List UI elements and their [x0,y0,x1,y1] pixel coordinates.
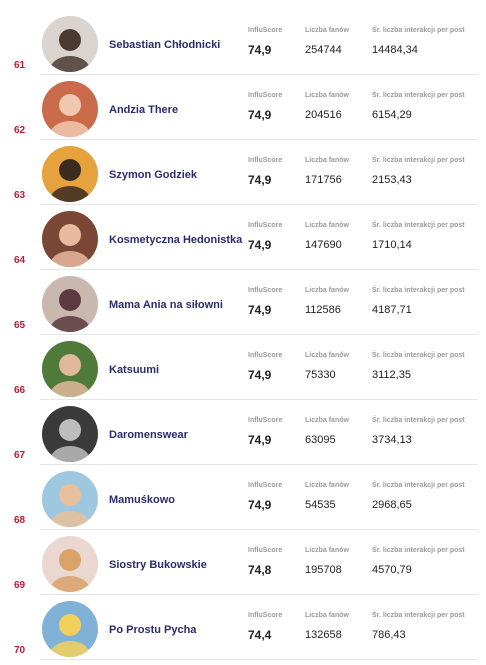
influencer-name[interactable]: Katsuumi [109,364,160,376]
influencer-name[interactable]: Kosmetyczna Hedonistka [109,234,243,246]
avatar-photo-icon [42,81,98,137]
avatar-photo-icon [42,276,98,332]
interactions-value: 14484,34 [372,44,418,56]
influscore-label: InfluScore [248,27,283,34]
interactions-label: Śr. liczba interakcji per post [372,157,465,164]
influscore-label: InfluScore [248,222,283,229]
ranking-row[interactable] [0,205,486,270]
ranking-row[interactable] [0,335,486,400]
avatar-photo-icon [42,16,98,72]
avatar-photo-icon [42,341,98,397]
rank-number: 63 [14,190,26,201]
avatar[interactable] [42,276,98,332]
influencer-name[interactable]: Andzia There [109,104,179,116]
interactions-value: 2153,43 [372,174,412,186]
rank-number: 61 [14,60,26,71]
ranking-row[interactable] [0,465,486,530]
fans-label: Liczba fanów [305,352,349,359]
influencer-name[interactable]: Mama Ania na siłowni [109,299,223,311]
avatar-photo-icon [42,406,98,462]
influscore-value: 74,8 [248,563,272,577]
avatar[interactable] [42,16,98,72]
rank-number: 62 [14,125,26,136]
avatar-photo-icon [42,601,98,657]
fans-label: Liczba fanów [305,222,349,229]
interactions-label: Śr. liczba interakcji per post [372,547,465,554]
rank-number: 67 [14,450,26,461]
avatar-photo-icon [42,211,98,267]
interactions-label: Śr. liczba interakcji per post [372,482,465,489]
ranking-list [0,10,486,660]
fans-value: 54535 [305,499,336,511]
influscore-label: InfluScore [248,92,283,99]
fans-label: Liczba fanów [305,157,349,164]
fans-value: 112586 [305,304,341,316]
ranking-row[interactable] [0,140,486,205]
fans-label: Liczba fanów [305,287,349,294]
interactions-value: 1710,14 [372,239,412,251]
influencer-name[interactable]: Daromenswear [109,429,188,441]
ranking-row[interactable] [0,75,486,140]
interactions-label: Śr. liczba interakcji per post [372,92,465,99]
influencer-name[interactable]: Sebastian Chłodnicki [109,39,221,51]
rank-number: 66 [14,385,26,396]
ranking-row[interactable] [0,270,486,335]
fans-value: 63095 [305,434,336,446]
influscore-value: 74,9 [248,498,272,512]
interactions-value: 3734,13 [372,434,412,446]
fans-label: Liczba fanów [305,482,349,489]
influencer-name[interactable]: Mamuśkowo [109,494,176,506]
avatar[interactable] [42,341,98,397]
influscore-label: InfluScore [248,352,283,359]
avatar-photo-icon [42,471,98,527]
rank-number: 65 [14,320,26,331]
fans-value: 171756 [305,174,342,186]
avatar-photo-icon [42,146,98,202]
fans-value: 147690 [305,239,342,251]
influscore-value: 74,9 [248,238,272,252]
influscore-value: 74,4 [248,628,272,642]
interactions-label: Śr. liczba interakcji per post [372,287,465,294]
avatar[interactable] [42,536,98,592]
fans-value: 75330 [305,369,336,381]
ranking-row[interactable] [0,530,486,595]
fans-label: Liczba fanów [305,547,349,554]
interactions-label: Śr. liczba interakcji per post [372,27,465,34]
fans-value: 254744 [305,44,342,56]
rank-number: 68 [14,515,26,526]
influscore-label: InfluScore [248,417,283,424]
fans-value: 204516 [305,109,342,121]
influencer-name[interactable]: Po Prostu Pycha [109,624,197,636]
interactions-value: 4570,79 [372,564,412,576]
rank-number: 64 [14,255,26,266]
row-divider [40,659,478,660]
interactions-value: 786,43 [372,629,406,641]
influencer-name[interactable]: Siostry Bukowskie [109,559,207,571]
rank-number: 70 [14,645,26,656]
influscore-value: 74,9 [248,108,272,122]
influscore-label: InfluScore [248,482,283,489]
avatar[interactable] [42,81,98,137]
influencer-name[interactable]: Szymon Godziek [109,169,198,181]
fans-value: 132658 [305,629,342,641]
influscore-value: 74,9 [248,303,272,317]
avatar[interactable] [42,211,98,267]
influscore-value: 74,9 [248,43,272,57]
fans-value: 195708 [305,564,342,576]
interactions-value: 2968,65 [372,499,412,511]
fans-label: Liczba fanów [305,417,349,424]
influscore-label: InfluScore [248,612,283,619]
influscore-value: 74,9 [248,173,272,187]
influscore-label: InfluScore [248,547,283,554]
influscore-label: InfluScore [248,287,283,294]
avatar[interactable] [42,471,98,527]
ranking-row[interactable] [0,10,486,75]
interactions-label: Śr. liczba interakcji per post [372,352,465,359]
ranking-row[interactable] [0,595,486,660]
interactions-label: Śr. liczba interakcji per post [372,612,465,619]
influscore-value: 74,9 [248,368,272,382]
interactions-label: Śr. liczba interakcji per post [372,222,465,229]
interactions-value: 4187,71 [372,304,412,316]
ranking-row[interactable] [0,400,486,465]
fans-label: Liczba fanów [305,92,349,99]
influscore-value: 74,9 [248,433,272,447]
influscore-label: InfluScore [248,157,283,164]
fans-label: Liczba fanów [305,27,349,34]
avatar-photo-icon [42,536,98,592]
avatar[interactable] [42,146,98,202]
interactions-label: Śr. liczba interakcji per post [372,417,465,424]
fans-label: Liczba fanów [305,612,349,619]
interactions-value: 6154,29 [372,109,412,121]
rank-number: 69 [14,580,26,591]
avatar[interactable] [42,406,98,462]
interactions-value: 3112,35 [372,369,411,381]
avatar[interactable] [42,601,98,657]
